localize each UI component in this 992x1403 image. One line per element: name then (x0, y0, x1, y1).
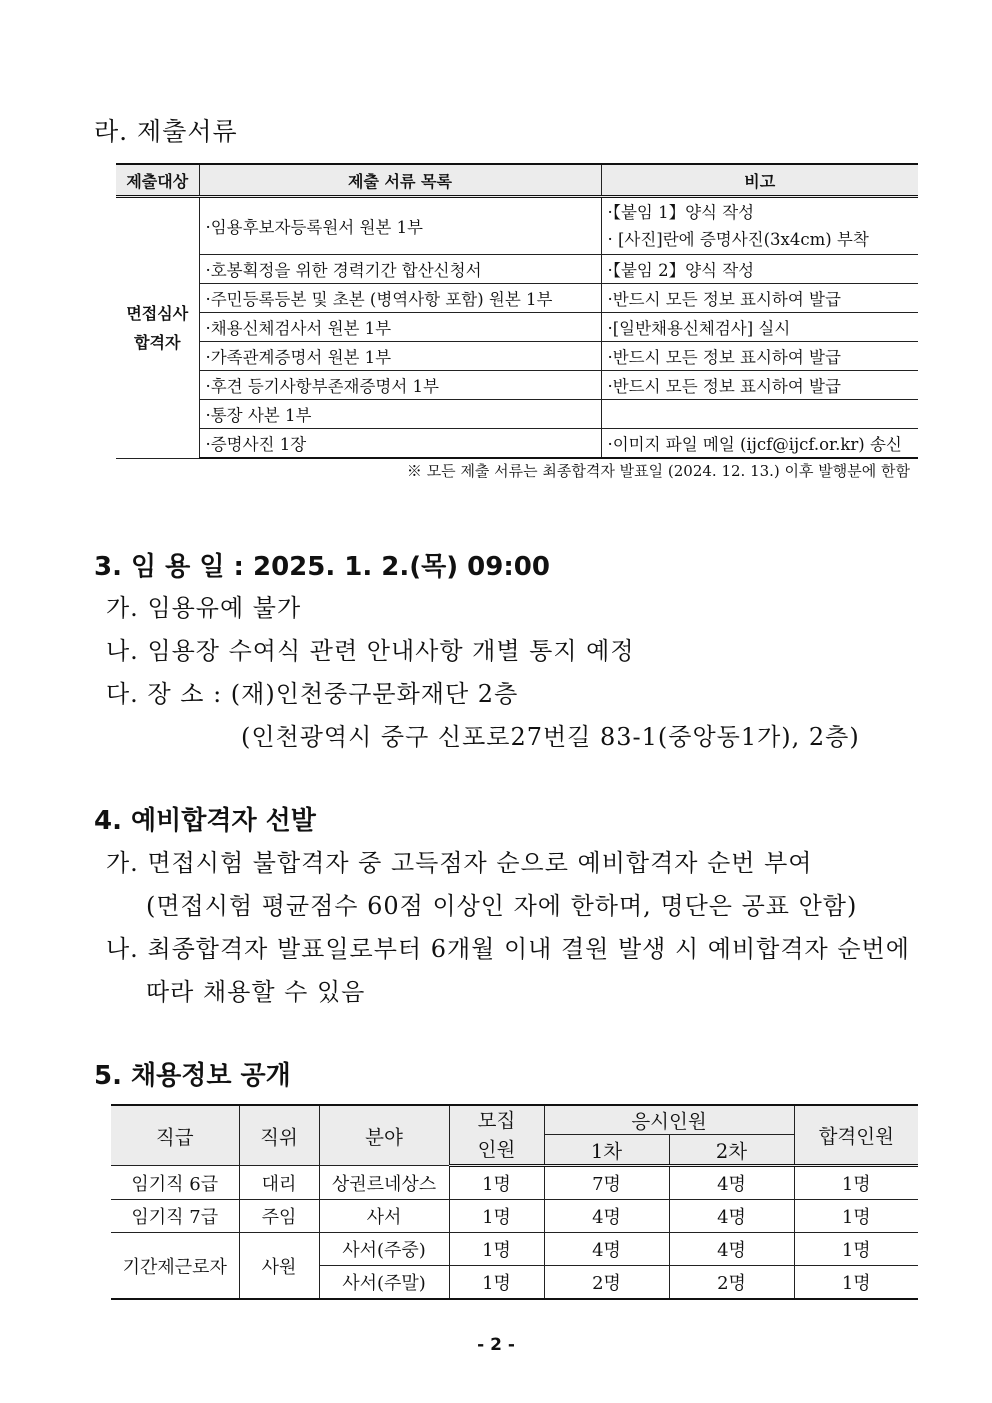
second-round-cell: 4명 (669, 1200, 794, 1233)
header-recruit: 모집 인원 (449, 1105, 544, 1166)
header-second-round: 2차 (669, 1135, 794, 1166)
note-cell: ·반드시 모든 정보 표시하여 발급 (601, 371, 918, 400)
documents-header-row (116, 164, 918, 197)
note-cell (601, 197, 918, 255)
section4-item: 가. 면접시험 불합격자 중 고득점자 순으로 예비합격자 순번 부여 (106, 849, 813, 877)
table-row (116, 429, 918, 459)
section3-address: (인천광역시 중구 신포로27번길 83-1(중앙동1가), 2층) (241, 723, 860, 751)
passed-cell: 1명 (794, 1233, 918, 1266)
second-round-cell: 4명 (669, 1233, 794, 1266)
target-cell: 면접심사 합격자 (116, 197, 199, 459)
section5-title: 5. 채용정보 공개 (94, 1061, 291, 1091)
grade-cell: 기간제근로자 (111, 1233, 239, 1300)
table-row (116, 313, 918, 342)
table-row (111, 1200, 918, 1233)
doc-cell: ·통장 사본 1부 (199, 400, 601, 429)
grade-cell: 임기직 7급 (111, 1200, 239, 1233)
field-cell: 사서(주중) (319, 1233, 449, 1266)
table-row (116, 371, 918, 400)
header-note: 비고 (601, 164, 918, 197)
section3-item: 가. 임용유예 불가 (106, 594, 302, 622)
passed-cell: 1명 (794, 1166, 918, 1200)
doc-cell: ·임용후보자등록원서 원본 1부 (199, 197, 601, 255)
table-row (116, 197, 918, 255)
header-first-round: 1차 (544, 1135, 669, 1166)
first-round-cell: 7명 (544, 1166, 669, 1200)
section3-item: 다. 장 소 : (재)인천중구문화재단 2층 (106, 680, 519, 708)
doc-cell: ·호봉획정을 위한 경력기간 합산신청서 (199, 255, 601, 284)
section4-title: 4. 예비합격자 선발 (94, 806, 316, 836)
field-cell: 사서 (319, 1200, 449, 1233)
table-row (116, 284, 918, 313)
header-position: 직위 (239, 1105, 319, 1166)
note-line: ·【붙임 1】양식 작성 (607, 203, 755, 222)
field-cell: 상권르네상스 (319, 1166, 449, 1200)
doc-cell: ·증명사진 1장 (199, 429, 601, 459)
recruit-cell: 1명 (449, 1200, 544, 1233)
position-cell: 대리 (239, 1166, 319, 1200)
passed-cell: 1명 (794, 1266, 918, 1300)
section4-item-detail: (면접시험 평균점수 60점 이상인 자에 한하며, 명단은 공표 안함) (146, 892, 858, 920)
doc-cell: ·주민등록등본 및 초본 (병역사항 포함) 원본 1부 (199, 284, 601, 313)
header-field: 분야 (319, 1105, 449, 1166)
section4-item: 나. 최종합격자 발표일로부터 6개월 이내 결원 발생 시 예비합격자 순번에 (106, 935, 910, 963)
note-cell: ·반드시 모든 정보 표시하여 발급 (601, 284, 918, 313)
recruit-cell: 1명 (449, 1166, 544, 1200)
second-round-cell: 4명 (669, 1166, 794, 1200)
note-cell: ·반드시 모든 정보 표시하여 발급 (601, 342, 918, 371)
note-cell: ·이미지 파일 메일 (ijcf@ijcf.or.kr) 송신 (601, 429, 918, 459)
note-cell (601, 400, 918, 429)
section3-title: 3. 임 용 일 : 2025. 1. 2.(목) 09:00 (94, 552, 550, 582)
header-applicants: 응시인원 (544, 1105, 794, 1135)
note-line: · [사진]란에 증명사진(3x4cm) 부착 (607, 230, 869, 249)
position-cell: 사원 (239, 1233, 319, 1300)
note-cell: ·【붙임 2】양식 작성 (601, 255, 918, 284)
second-round-cell: 2명 (669, 1266, 794, 1300)
header-target: 제출대상 (116, 164, 199, 197)
page-number: - 2 - (477, 1335, 515, 1355)
table-row (111, 1233, 918, 1266)
table-row (111, 1166, 918, 1200)
header-passed: 합격인원 (794, 1105, 918, 1166)
table-row (116, 342, 918, 371)
documents-table (116, 163, 918, 459)
recruit-cell: 1명 (449, 1233, 544, 1266)
doc-cell: ·채용신체검사서 원본 1부 (199, 313, 601, 342)
header-doc-list: 제출 서류 목록 (199, 164, 601, 197)
passed-cell: 1명 (794, 1200, 918, 1233)
section4-item-detail: 따라 채용할 수 있음 (146, 978, 366, 1006)
documents-footnote: ※ 모든 제출 서류는 최종합격자 발표일 (2024. 12. 13.) 이후 발행분에 한함 (406, 462, 910, 480)
documents-title: 라. 제출서류 (94, 117, 238, 146)
field-cell: 사서(주말) (319, 1266, 449, 1300)
position-cell: 주임 (239, 1200, 319, 1233)
recruit-cell: 1명 (449, 1266, 544, 1300)
info-header-row (111, 1105, 918, 1135)
grade-cell: 임기직 6급 (111, 1166, 239, 1200)
doc-cell: ·가족관계증명서 원본 1부 (199, 342, 601, 371)
doc-cell: ·후견 등기사항부존재증명서 1부 (199, 371, 601, 400)
section3-item: 나. 임용장 수여식 관련 안내사항 개별 통지 예정 (106, 637, 635, 665)
header-grade: 직급 (111, 1105, 239, 1166)
note-cell: ·[일반채용신체검사] 실시 (601, 313, 918, 342)
table-row (116, 255, 918, 284)
first-round-cell: 4명 (544, 1233, 669, 1266)
first-round-cell: 4명 (544, 1200, 669, 1233)
table-row (116, 400, 918, 429)
recruitment-info-table (111, 1104, 918, 1300)
first-round-cell: 2명 (544, 1266, 669, 1300)
